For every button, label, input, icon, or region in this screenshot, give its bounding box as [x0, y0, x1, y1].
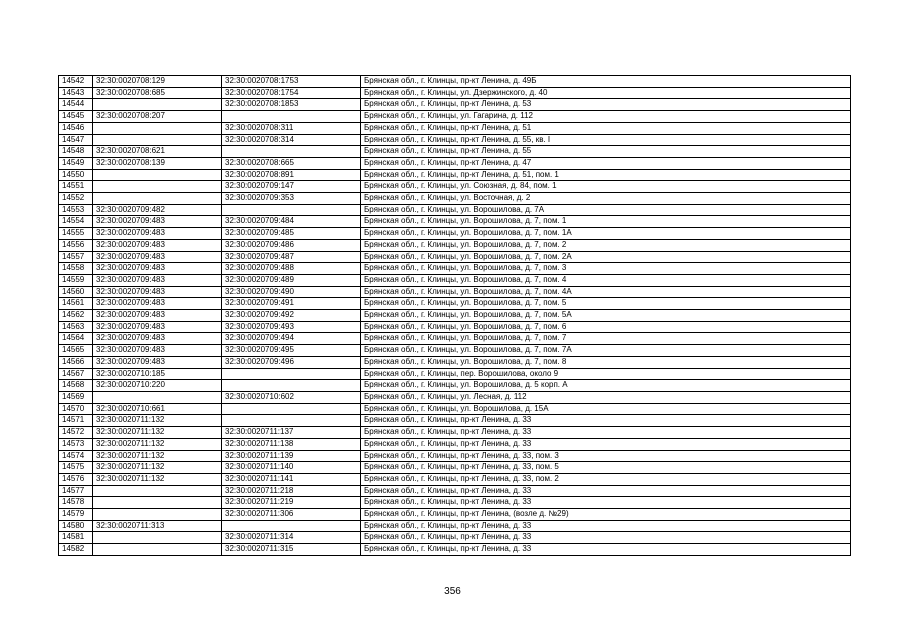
- parcel-cadastral-number-cell: 32:30:0020709:483: [93, 321, 222, 333]
- table-row: [59, 532, 851, 544]
- table-row: [59, 169, 851, 181]
- object-cadastral-number-cell: [222, 111, 361, 123]
- object-cadastral-number-cell: [222, 520, 361, 532]
- address-cell: Брянская обл., г. Клинцы, пр-кт Ленина, д. 33: [361, 532, 851, 544]
- address-cell: Брянская обл., г. Клинцы, пр-кт Ленина, д. 33, пом. 3: [361, 450, 851, 462]
- row-number-cell: 14542: [59, 76, 93, 88]
- address-cell: Брянская обл., г. Клинцы, ул. Ворошилова, д. 7, пом. 1А: [361, 228, 851, 240]
- parcel-cadastral-number-cell: [93, 169, 222, 181]
- table-row: [59, 450, 851, 462]
- object-cadastral-number-cell: 32:30:0020708:1853: [222, 99, 361, 111]
- registry-table-body: [59, 76, 851, 556]
- parcel-cadastral-number-cell: 32:30:0020708:129: [93, 76, 222, 88]
- table-row: [59, 111, 851, 123]
- address-cell: Брянская обл., г. Клинцы, пр-кт Ленина, д. 33: [361, 485, 851, 497]
- page-number: 356: [444, 586, 461, 597]
- table-row: [59, 193, 851, 205]
- table-row: [59, 286, 851, 298]
- address-cell: Брянская обл., г. Клинцы, пр-кт Ленина, д. 33: [361, 520, 851, 532]
- table-row: [59, 251, 851, 263]
- table-row: [59, 509, 851, 521]
- address-cell: Брянская обл., г. Клинцы, ул. Лесная, д. 112: [361, 391, 851, 403]
- parcel-cadastral-number-cell: 32:30:0020711:313: [93, 520, 222, 532]
- parcel-cadastral-number-cell: 32:30:0020710:185: [93, 368, 222, 380]
- row-number-cell: 14571: [59, 415, 93, 427]
- object-cadastral-number-cell: 32:30:0020709:490: [222, 286, 361, 298]
- table-row: [59, 345, 851, 357]
- parcel-cadastral-number-cell: [93, 122, 222, 134]
- parcel-cadastral-number-cell: 32:30:0020709:483: [93, 298, 222, 310]
- table-row: [59, 181, 851, 193]
- address-cell: Брянская обл., г. Клинцы, ул. Ворошилова, д. 7, пом. 3: [361, 263, 851, 275]
- address-cell: Брянская обл., г. Клинцы, пр-кт Ленина, д. 55, кв. I: [361, 134, 851, 146]
- row-number-cell: 14566: [59, 356, 93, 368]
- parcel-cadastral-number-cell: 32:30:0020711:132: [93, 473, 222, 485]
- row-number-cell: 14568: [59, 380, 93, 392]
- property-registry-table: [58, 75, 851, 556]
- address-cell: Брянская обл., г. Клинцы, пр-кт Ленина, д. 33: [361, 427, 851, 439]
- parcel-cadastral-number-cell: [93, 193, 222, 205]
- row-number-cell: 14576: [59, 473, 93, 485]
- address-cell: Брянская обл., г. Клинцы, пр-кт Ленина, д. 33: [361, 497, 851, 509]
- table-row: [59, 310, 851, 322]
- row-number-cell: 14563: [59, 321, 93, 333]
- address-cell: Брянская обл., г. Клинцы, пер. Ворошилова, около 9: [361, 368, 851, 380]
- address-cell: Брянская обл., г. Клинцы, ул. Гагарина, д. 112: [361, 111, 851, 123]
- row-number-cell: 14570: [59, 403, 93, 415]
- table-row: [59, 298, 851, 310]
- table-row: [59, 263, 851, 275]
- row-number-cell: 14561: [59, 298, 93, 310]
- row-number-cell: 14569: [59, 391, 93, 403]
- row-number-cell: 14577: [59, 485, 93, 497]
- parcel-cadastral-number-cell: [93, 497, 222, 509]
- table-row: [59, 497, 851, 509]
- parcel-cadastral-number-cell: 32:30:0020708:207: [93, 111, 222, 123]
- row-number-cell: 14556: [59, 239, 93, 251]
- object-cadastral-number-cell: 32:30:0020709:488: [222, 263, 361, 275]
- address-cell: Брянская обл., г. Клинцы, ул. Ворошилова, д. 7, пом. 5А: [361, 310, 851, 322]
- parcel-cadastral-number-cell: 32:30:0020708:139: [93, 157, 222, 169]
- table-row: [59, 204, 851, 216]
- address-cell: Брянская обл., г. Клинцы, пр-кт Ленина, д. 51: [361, 122, 851, 134]
- row-number-cell: 14548: [59, 146, 93, 158]
- object-cadastral-number-cell: [222, 415, 361, 427]
- table-row: [59, 146, 851, 158]
- address-cell: Брянская обл., г. Клинцы, пр-кт Ленина, д. 53: [361, 99, 851, 111]
- address-cell: Брянская обл., г. Клинцы, ул. Ворошилова, д. 7, пом. 1: [361, 216, 851, 228]
- parcel-cadastral-number-cell: 32:30:0020709:483: [93, 228, 222, 240]
- parcel-cadastral-number-cell: 32:30:0020709:483: [93, 216, 222, 228]
- object-cadastral-number-cell: 32:30:0020711:140: [222, 462, 361, 474]
- address-cell: Брянская обл., г. Клинцы, ул. Ворошилова, д. 7, пом. 2А: [361, 251, 851, 263]
- parcel-cadastral-number-cell: 32:30:0020709:483: [93, 333, 222, 345]
- object-cadastral-number-cell: [222, 368, 361, 380]
- table-row: [59, 403, 851, 415]
- object-cadastral-number-cell: [222, 146, 361, 158]
- parcel-cadastral-number-cell: [93, 99, 222, 111]
- address-cell: Брянская обл., г. Клинцы, ул. Ворошилова, д. 5 корп. А: [361, 380, 851, 392]
- table-row: [59, 438, 851, 450]
- parcel-cadastral-number-cell: 32:30:0020711:132: [93, 438, 222, 450]
- object-cadastral-number-cell: 32:30:0020709:486: [222, 239, 361, 251]
- row-number-cell: 14552: [59, 193, 93, 205]
- parcel-cadastral-number-cell: 32:30:0020709:483: [93, 239, 222, 251]
- address-cell: Брянская обл., г. Клинцы, ул. Союзная, д. 84, пом. 1: [361, 181, 851, 193]
- address-cell: Брянская обл., г. Клинцы, пр-кт Ленина, д. 49Б: [361, 76, 851, 88]
- row-number-cell: 14549: [59, 157, 93, 169]
- parcel-cadastral-number-cell: 32:30:0020711:132: [93, 450, 222, 462]
- address-cell: Брянская обл., г. Клинцы, ул. Дзержинского, д. 40: [361, 87, 851, 99]
- row-number-cell: 14581: [59, 532, 93, 544]
- parcel-cadastral-number-cell: [93, 134, 222, 146]
- object-cadastral-number-cell: 32:30:0020710:602: [222, 391, 361, 403]
- object-cadastral-number-cell: 32:30:0020709:491: [222, 298, 361, 310]
- row-number-cell: 14555: [59, 228, 93, 240]
- parcel-cadastral-number-cell: 32:30:0020709:483: [93, 356, 222, 368]
- row-number-cell: 14545: [59, 111, 93, 123]
- address-cell: Брянская обл., г. Клинцы, пр-кт Ленина, (возле д. №29): [361, 509, 851, 521]
- table-row: [59, 239, 851, 251]
- row-number-cell: 14579: [59, 509, 93, 521]
- object-cadastral-number-cell: 32:30:0020708:891: [222, 169, 361, 181]
- parcel-cadastral-number-cell: 32:30:0020709:483: [93, 274, 222, 286]
- table-row: [59, 485, 851, 497]
- object-cadastral-number-cell: 32:30:0020709:494: [222, 333, 361, 345]
- parcel-cadastral-number-cell: 32:30:0020709:483: [93, 251, 222, 263]
- table-row: [59, 216, 851, 228]
- object-cadastral-number-cell: 32:30:0020709:485: [222, 228, 361, 240]
- table-row: [59, 462, 851, 474]
- parcel-cadastral-number-cell: 32:30:0020711:132: [93, 462, 222, 474]
- row-number-cell: 14546: [59, 122, 93, 134]
- object-cadastral-number-cell: 32:30:0020711:138: [222, 438, 361, 450]
- row-number-cell: 14580: [59, 520, 93, 532]
- object-cadastral-number-cell: 32:30:0020708:311: [222, 122, 361, 134]
- row-number-cell: 14547: [59, 134, 93, 146]
- address-cell: Брянская обл., г. Клинцы, пр-кт Ленина, д. 33, пом. 2: [361, 473, 851, 485]
- row-number-cell: 14551: [59, 181, 93, 193]
- parcel-cadastral-number-cell: 32:30:0020709:483: [93, 310, 222, 322]
- object-cadastral-number-cell: 32:30:0020711:139: [222, 450, 361, 462]
- row-number-cell: 14564: [59, 333, 93, 345]
- table-row: [59, 391, 851, 403]
- address-cell: Брянская обл., г. Клинцы, ул. Ворошилова, д. 7, пом. 4: [361, 274, 851, 286]
- object-cadastral-number-cell: [222, 403, 361, 415]
- table-row: [59, 473, 851, 485]
- table-row: [59, 427, 851, 439]
- row-number-cell: 14578: [59, 497, 93, 509]
- row-number-cell: 14560: [59, 286, 93, 298]
- address-cell: Брянская обл., г. Клинцы, пр-кт Ленина, д. 33: [361, 415, 851, 427]
- table-row: [59, 356, 851, 368]
- row-number-cell: 14565: [59, 345, 93, 357]
- table-row: [59, 415, 851, 427]
- row-number-cell: 14553: [59, 204, 93, 216]
- row-number-cell: 14572: [59, 427, 93, 439]
- object-cadastral-number-cell: 32:30:0020711:141: [222, 473, 361, 485]
- object-cadastral-number-cell: [222, 380, 361, 392]
- row-number-cell: 14573: [59, 438, 93, 450]
- row-number-cell: 14567: [59, 368, 93, 380]
- row-number-cell: 14554: [59, 216, 93, 228]
- table-row: [59, 321, 851, 333]
- table-row: [59, 228, 851, 240]
- address-cell: Брянская обл., г. Клинцы, пр-кт Ленина, д. 33: [361, 438, 851, 450]
- parcel-cadastral-number-cell: 32:30:0020708:621: [93, 146, 222, 158]
- row-number-cell: 14544: [59, 99, 93, 111]
- parcel-cadastral-number-cell: 32:30:0020710:661: [93, 403, 222, 415]
- parcel-cadastral-number-cell: 32:30:0020709:483: [93, 286, 222, 298]
- address-cell: Брянская обл., г. Клинцы, пр-кт Ленина, д. 51, пом. 1: [361, 169, 851, 181]
- row-number-cell: 14559: [59, 274, 93, 286]
- object-cadastral-number-cell: 32:30:0020711:219: [222, 497, 361, 509]
- address-cell: Брянская обл., г. Клинцы, ул. Восточная, д. 2: [361, 193, 851, 205]
- parcel-cadastral-number-cell: 32:30:0020708:685: [93, 87, 222, 99]
- table-row: [59, 157, 851, 169]
- address-cell: Брянская обл., г. Клинцы, пр-кт Ленина, д. 33, пом. 5: [361, 462, 851, 474]
- parcel-cadastral-number-cell: 32:30:0020709:482: [93, 204, 222, 216]
- row-number-cell: 14582: [59, 544, 93, 556]
- object-cadastral-number-cell: 32:30:0020708:1754: [222, 87, 361, 99]
- object-cadastral-number-cell: 32:30:0020709:489: [222, 274, 361, 286]
- table-row: [59, 544, 851, 556]
- address-cell: Брянская обл., г. Клинцы, ул. Ворошилова, д. 7, пом. 7: [361, 333, 851, 345]
- address-cell: Брянская обл., г. Клинцы, ул. Ворошилова, д. 7А: [361, 204, 851, 216]
- address-cell: Брянская обл., г. Клинцы, ул. Ворошилова, д. 7, пом. 4А: [361, 286, 851, 298]
- object-cadastral-number-cell: [222, 204, 361, 216]
- parcel-cadastral-number-cell: [93, 509, 222, 521]
- object-cadastral-number-cell: 32:30:0020708:665: [222, 157, 361, 169]
- object-cadastral-number-cell: 32:30:0020711:137: [222, 427, 361, 439]
- table-row: [59, 380, 851, 392]
- object-cadastral-number-cell: 32:30:0020709:484: [222, 216, 361, 228]
- table-row: [59, 368, 851, 380]
- object-cadastral-number-cell: 32:30:0020711:306: [222, 509, 361, 521]
- table-row: [59, 274, 851, 286]
- table-row: [59, 134, 851, 146]
- address-cell: Брянская обл., г. Клинцы, ул. Ворошилова, д. 7, пом. 6: [361, 321, 851, 333]
- row-number-cell: 14574: [59, 450, 93, 462]
- object-cadastral-number-cell: 32:30:0020709:487: [222, 251, 361, 263]
- object-cadastral-number-cell: 32:30:0020709:495: [222, 345, 361, 357]
- row-number-cell: 14562: [59, 310, 93, 322]
- object-cadastral-number-cell: 32:30:0020709:492: [222, 310, 361, 322]
- parcel-cadastral-number-cell: 32:30:0020709:483: [93, 263, 222, 275]
- object-cadastral-number-cell: 32:30:0020709:353: [222, 193, 361, 205]
- parcel-cadastral-number-cell: [93, 544, 222, 556]
- row-number-cell: 14543: [59, 87, 93, 99]
- parcel-cadastral-number-cell: 32:30:0020711:132: [93, 427, 222, 439]
- table-row: [59, 76, 851, 88]
- row-number-cell: 14575: [59, 462, 93, 474]
- object-cadastral-number-cell: 32:30:0020711:315: [222, 544, 361, 556]
- table-row: [59, 99, 851, 111]
- parcel-cadastral-number-cell: 32:30:0020710:220: [93, 380, 222, 392]
- address-cell: Брянская обл., г. Клинцы, пр-кт Ленина, д. 33: [361, 544, 851, 556]
- parcel-cadastral-number-cell: [93, 391, 222, 403]
- row-number-cell: 14557: [59, 251, 93, 263]
- object-cadastral-number-cell: 32:30:0020708:314: [222, 134, 361, 146]
- address-cell: Брянская обл., г. Клинцы, ул. Ворошилова, д. 7, пом. 7А: [361, 345, 851, 357]
- parcel-cadastral-number-cell: 32:30:0020711:132: [93, 415, 222, 427]
- table-row: [59, 333, 851, 345]
- table-row: [59, 520, 851, 532]
- address-cell: Брянская обл., г. Клинцы, пр-кт Ленина, д. 55: [361, 146, 851, 158]
- address-cell: Брянская обл., г. Клинцы, ул. Ворошилова, д. 7, пом. 2: [361, 239, 851, 251]
- object-cadastral-number-cell: 32:30:0020711:218: [222, 485, 361, 497]
- row-number-cell: 14558: [59, 263, 93, 275]
- parcel-cadastral-number-cell: [93, 181, 222, 193]
- address-cell: Брянская обл., г. Клинцы, пр-кт Ленина, д. 47: [361, 157, 851, 169]
- address-cell: Брянская обл., г. Клинцы, ул. Ворошилова, д. 7, пом. 5: [361, 298, 851, 310]
- row-number-cell: 14550: [59, 169, 93, 181]
- object-cadastral-number-cell: 32:30:0020711:314: [222, 532, 361, 544]
- object-cadastral-number-cell: 32:30:0020708:1753: [222, 76, 361, 88]
- address-cell: Брянская обл., г. Клинцы, ул. Ворошилова, д. 7, пом. 8: [361, 356, 851, 368]
- object-cadastral-number-cell: 32:30:0020709:496: [222, 356, 361, 368]
- object-cadastral-number-cell: 32:30:0020709:493: [222, 321, 361, 333]
- parcel-cadastral-number-cell: [93, 532, 222, 544]
- parcel-cadastral-number-cell: [93, 485, 222, 497]
- table-row: [59, 122, 851, 134]
- table-row: [59, 87, 851, 99]
- address-cell: Брянская обл., г. Клинцы, ул. Ворошилова, д. 15А: [361, 403, 851, 415]
- parcel-cadastral-number-cell: 32:30:0020709:483: [93, 345, 222, 357]
- object-cadastral-number-cell: 32:30:0020709:147: [222, 181, 361, 193]
